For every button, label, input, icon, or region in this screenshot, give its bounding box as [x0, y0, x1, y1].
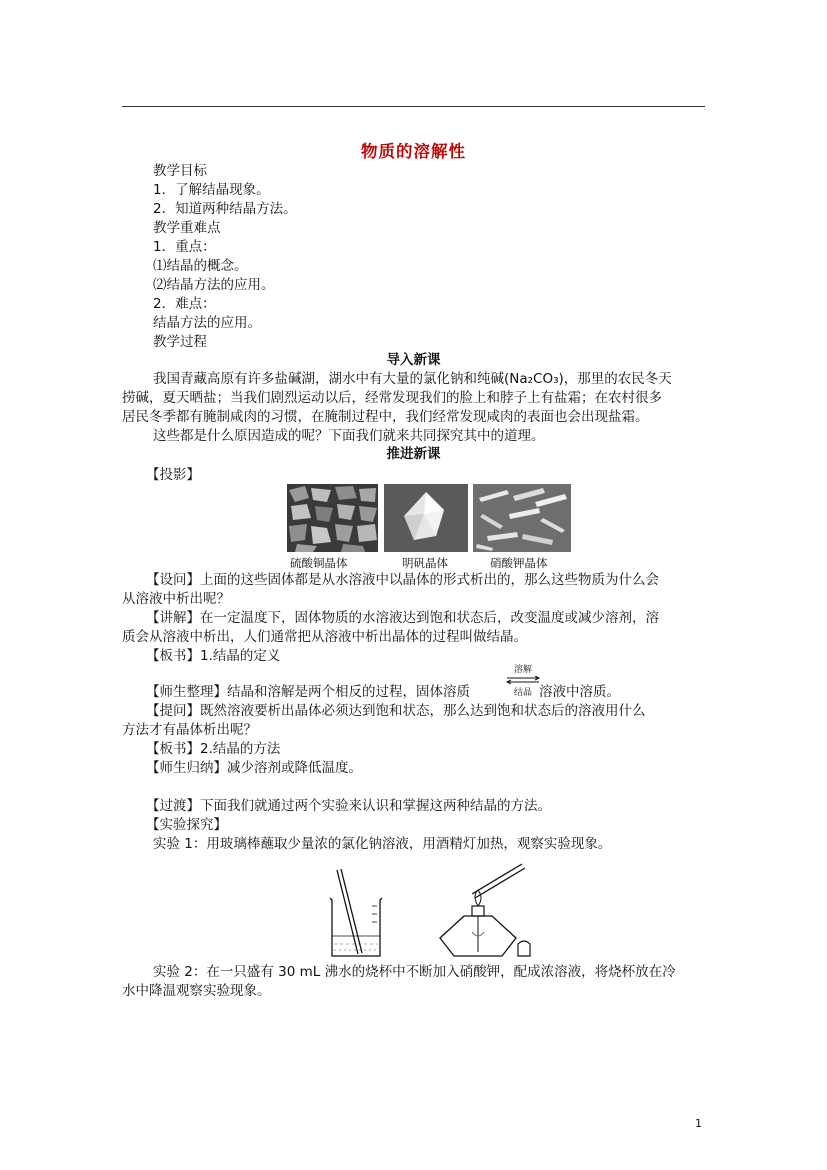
question-1-line-1: 【设问】上面的这些固体都是从水溶液中以晶体的形式析出的，那么这些物质为什么会 [146, 572, 659, 588]
objective-1: 1．了解结晶现象。 [153, 182, 270, 198]
section-intro-heading: 导入新课 [386, 352, 441, 368]
double-arrow-icon [505, 676, 541, 684]
experiment-2-line-2: 水中降温观察实验现象。 [122, 983, 271, 999]
experiment-explore-label: 【实验探究】 [146, 817, 227, 833]
key-point-heading: 1．重点： [153, 239, 216, 255]
intro-paragraph-line-2: 捞碱，夏天晒盐；当我们剧烈运动以后，经常发现我们的脸上和脖子上有盐霜；在农村很多 [122, 390, 662, 406]
page-title: 物质的溶解性 [361, 142, 466, 161]
summary-text-after: 溶液中溶质。 [539, 684, 620, 700]
induction-note: 【师生归纳】减少溶剂或降低温度。 [146, 760, 362, 776]
experiment-apparatus-illustration [322, 862, 534, 962]
explanation-line-1: 【讲解】在一定温度下，固体物质的水溶液达到饱和状态后，改变温度或减少溶剂，溶 [146, 610, 659, 626]
difficult-point-1: 结晶方法的应用。 [153, 315, 261, 331]
experiment-1-text: 实验 1：用玻璃棒蘸取少量浓的氯化钠溶液，用酒精灯加热，观察实验现象。 [153, 836, 612, 852]
difficulty-heading: 教学重难点 [153, 220, 221, 236]
transition-note: 【过渡】下面我们就通过两个实验来认识和掌握这两种结晶的方法。 [146, 798, 551, 814]
process-heading: 教学过程 [153, 334, 207, 350]
key-point-2: ⑵结晶方法的应用。 [153, 277, 275, 293]
potassium-nitrate-crystal-image [473, 484, 571, 552]
board-note-1: 【板书】1.结晶的定义 [146, 648, 281, 664]
intro-paragraph-line-3: 居民冬季都有腌制咸肉的习惯，在腌制过程中，我们经常发现咸肉的表面也会出现盐霜。 [122, 409, 649, 425]
question-2-line-2: 方法才有晶体析出呢？ [122, 722, 257, 738]
alum-crystal-image [384, 484, 468, 552]
crystal-photos [287, 484, 571, 552]
summary-text-before: 【师生整理】结晶和溶解是两个相反的过程，固体溶质 [146, 684, 470, 700]
intro-paragraph-line-1: 我国青藏高原有许多盐碱湖，湖水中有大量的氯化钠和纯碱(Na₂CO₃)，那里的农民冬天 [153, 371, 672, 387]
difficult-point-heading: 2．难点： [153, 296, 216, 312]
explanation-line-2: 质会从溶液中析出，人们通常把从溶液中析出晶体的过程叫做结晶。 [122, 629, 527, 645]
intro-question: 这些都是什么原因造成的呢？下面我们就来共同探究其中的道理。 [153, 428, 545, 444]
projection-label: 【投影】 [146, 467, 200, 483]
arrow-label-dissolve: 溶解 [513, 665, 532, 675]
objective-2: 2．知道两种结晶方法。 [153, 201, 297, 217]
page-number: 1 [695, 1117, 702, 1130]
board-note-2: 【板书】2.结晶的方法 [146, 741, 281, 757]
section-new-heading: 推进新课 [386, 446, 441, 462]
key-point-1: ⑴结晶的概念。 [153, 258, 248, 274]
copper-sulfate-crystal-image [287, 484, 378, 552]
reversible-arrow [505, 662, 541, 698]
question-2-line-1: 【提问】既然溶液要析出晶体必须达到饱和状态，那么达到饱和状态后的溶液用什么 [146, 703, 646, 719]
caption-alum: 明矾晶体 [402, 556, 448, 570]
caption-potassium-nitrate: 硝酸钾晶体 [490, 556, 548, 570]
question-1-line-2: 从溶液中析出呢？ [122, 591, 230, 607]
caption-copper-sulfate: 硫酸铜晶体 [290, 556, 348, 570]
header-rule [122, 106, 705, 107]
arrow-label-crystallize: 结晶 [513, 688, 532, 698]
objective-heading: 教学目标 [153, 163, 207, 179]
experiment-2-line-1: 实验 2：在一只盛有 30 mL 沸水的烧杯中不断加入硝酸钾，配成浓溶液，将烧杯放在冷 [153, 964, 676, 980]
